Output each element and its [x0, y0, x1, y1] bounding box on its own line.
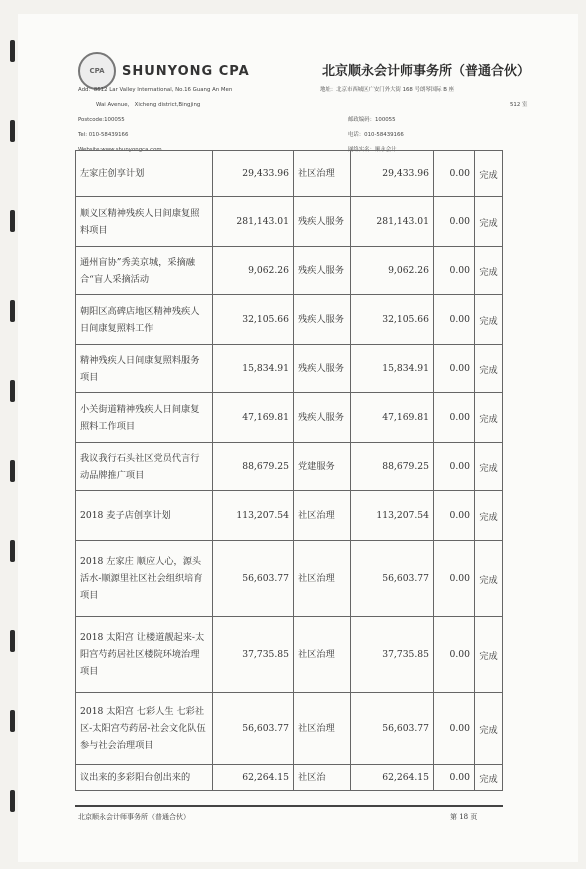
category-cell: 社区治理 — [294, 693, 351, 765]
table-row — [76, 393, 503, 443]
postcode: 邮政编码：100055 — [348, 117, 396, 123]
table-row — [76, 491, 503, 541]
amount-cell: 113,207.54 — [213, 491, 294, 541]
amount-cell: 37,735.85 — [351, 617, 434, 693]
category-cell: 残疾人服务 — [294, 247, 351, 295]
binder-hole — [10, 300, 15, 322]
balance-cell: 0.00 — [434, 765, 475, 791]
table-row — [76, 295, 503, 345]
amount-cell: 88,679.25 — [351, 443, 434, 491]
postcode: Postcode:100055 — [78, 117, 125, 123]
address-line: Add：8512 Lar Valley International, No.16 Guang An Men — [78, 87, 233, 93]
category-cell: 社区治理 — [294, 617, 351, 693]
project-name: 小关街道精神残疾人日间康复照料工作项目 — [76, 393, 213, 443]
address-line: 地址：北京市西城区广安门外大街 168 号朗琴国际 B 座 — [320, 87, 455, 93]
amount-cell: 56,603.77 — [213, 693, 294, 765]
amount-cell: 56,603.77 — [213, 541, 294, 617]
status-cell: 完成 — [475, 247, 503, 295]
amount-cell: 29,433.96 — [351, 151, 434, 197]
amount-cell: 62,264.15 — [351, 765, 434, 791]
amount-cell: 9,062.26 — [351, 247, 434, 295]
binder-hole — [10, 540, 15, 562]
category-cell: 残疾人服务 — [294, 295, 351, 345]
amount-cell: 62,264.15 — [213, 765, 294, 791]
amount-cell: 88,679.25 — [213, 443, 294, 491]
binder-hole — [10, 210, 15, 232]
project-name: 2018 麦子店创享计划 — [76, 491, 213, 541]
project-name: 精神残疾人日间康复照料服务项目 — [76, 345, 213, 393]
address-cn — [320, 83, 527, 158]
category-cell: 残疾人服务 — [294, 197, 351, 247]
balance-cell: 0.00 — [434, 541, 475, 617]
status-cell: 完成 — [475, 345, 503, 393]
project-name: 顺义区精神残疾人日间康复照料项目 — [76, 197, 213, 247]
amount-cell: 47,169.81 — [213, 393, 294, 443]
table-row — [76, 765, 503, 791]
project-name: 我议我行石头社区党员代言行动品牌推广项目 — [76, 443, 213, 491]
status-cell: 完成 — [475, 541, 503, 617]
balance-cell: 0.00 — [434, 617, 475, 693]
table-row — [76, 541, 503, 617]
balance-cell: 0.00 — [434, 491, 475, 541]
telephone: 电话：010-58439166 — [348, 132, 404, 138]
footer-divider — [75, 805, 503, 807]
status-cell: 完成 — [475, 693, 503, 765]
project-name: 2018 太阳宫 七彩人生 七彩社区-太阳宫芍药居-社会文化队伍参与社会治理项目 — [76, 693, 213, 765]
amount-cell: 32,105.66 — [213, 295, 294, 345]
binder-hole — [10, 120, 15, 142]
status-cell: 完成 — [475, 393, 503, 443]
status-cell: 完成 — [475, 765, 503, 791]
amount-cell: 56,603.77 — [351, 541, 434, 617]
project-table — [75, 150, 503, 791]
status-cell: 完成 — [475, 197, 503, 247]
project-name: 通州盲协”秀美京城，采摘融合“盲人采摘活动 — [76, 247, 213, 295]
table-row — [76, 693, 503, 765]
category-cell: 党建服务 — [294, 443, 351, 491]
status-cell: 完成 — [475, 491, 503, 541]
amount-cell: 29,433.96 — [213, 151, 294, 197]
table-row — [76, 443, 503, 491]
balance-cell: 0.00 — [434, 197, 475, 247]
project-name: 左家庄创享计划 — [76, 151, 213, 197]
amount-cell: 37,735.85 — [213, 617, 294, 693]
category-cell: 社区治理 — [294, 491, 351, 541]
firm-logo: CPA — [78, 52, 116, 90]
amount-cell: 32,105.66 — [351, 295, 434, 345]
project-name: 2018 左家庄 顺应人心，源头活水-顺源里社区社会组织培育项目 — [76, 541, 213, 617]
balance-cell: 0.00 — [434, 693, 475, 765]
balance-cell: 0.00 — [434, 443, 475, 491]
amount-cell: 15,834.91 — [351, 345, 434, 393]
project-name: 议出来的多彩阳台创出来的 — [76, 765, 213, 791]
status-cell: 完成 — [475, 443, 503, 491]
amount-cell: 281,143.01 — [213, 197, 294, 247]
address-en — [78, 83, 232, 158]
binder-hole — [10, 40, 15, 62]
status-cell: 完成 — [475, 295, 503, 345]
category-cell: 残疾人服务 — [294, 393, 351, 443]
status-cell: 完成 — [475, 151, 503, 197]
status-cell: 完成 — [475, 617, 503, 693]
address-line: 512 室 — [510, 102, 528, 108]
binder-hole — [10, 460, 15, 482]
amount-cell: 56,603.77 — [351, 693, 434, 765]
table-row — [76, 247, 503, 295]
amount-cell: 9,062.26 — [213, 247, 294, 295]
balance-cell: 0.00 — [434, 151, 475, 197]
binder-hole — [10, 790, 15, 812]
amount-cell: 113,207.54 — [351, 491, 434, 541]
project-name: 2018 太阳宫 让楼道靓起来-太阳宫芍药居社区楼院环境治理项目 — [76, 617, 213, 693]
website: Website:www.shunyongca.com — [78, 147, 162, 153]
table-row — [76, 345, 503, 393]
category-cell: 社区治理 — [294, 541, 351, 617]
balance-cell: 0.00 — [434, 247, 475, 295]
table-row — [76, 151, 503, 197]
amount-cell: 15,834.91 — [213, 345, 294, 393]
balance-cell: 0.00 — [434, 295, 475, 345]
table-row — [76, 197, 503, 247]
footer-firm: 北京顺永会计师事务所（普通合伙） — [78, 813, 190, 821]
brand-name: SHUNYONG CPA — [122, 63, 250, 79]
firm-name-cn: 北京顺永会计师事务所（普通合伙） — [322, 64, 531, 79]
binder-hole — [10, 630, 15, 652]
address-line: Wai Avenue， Xicheng district,Bingjing — [96, 102, 201, 108]
amount-cell: 281,143.01 — [351, 197, 434, 247]
amount-cell: 47,169.81 — [351, 393, 434, 443]
balance-cell: 0.00 — [434, 393, 475, 443]
category-cell: 社区治理 — [294, 151, 351, 197]
page-number: 第 18 页 — [450, 813, 478, 821]
telephone: Tel: 010-58439166 — [78, 132, 129, 138]
balance-cell: 0.00 — [434, 345, 475, 393]
binder-hole — [10, 380, 15, 402]
table-row — [76, 617, 503, 693]
website: 网络实名：顺永会计 — [348, 147, 397, 153]
category-cell: 残疾人服务 — [294, 345, 351, 393]
category-cell: 社区治 — [294, 765, 351, 791]
project-name: 朝阳区高碑店地区精神残疾人日间康复照料工作 — [76, 295, 213, 345]
binder-hole — [10, 710, 15, 732]
